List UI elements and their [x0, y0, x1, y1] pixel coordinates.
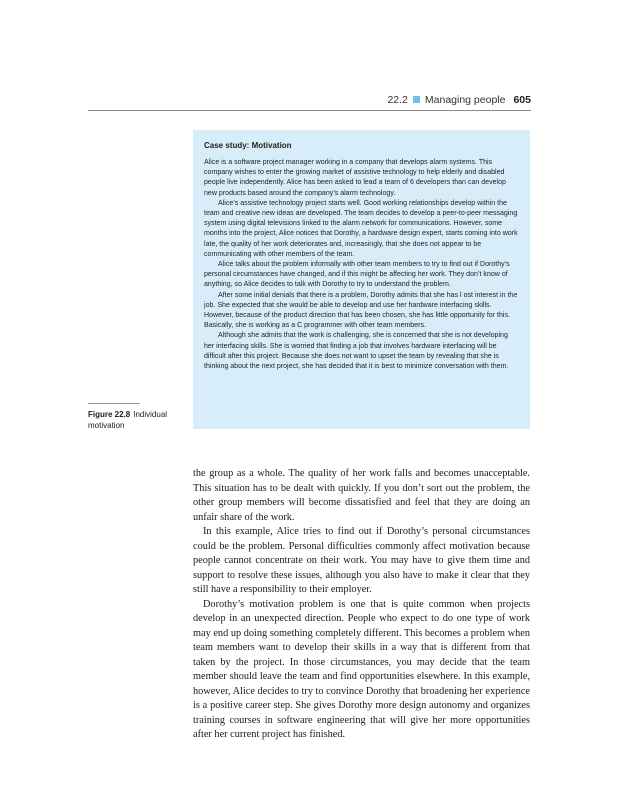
body-paragraph: Dorothy’s motivation problem is one that is quite common when projects develop in an unexpected direction. People who expect to do one type of work may end up doing something completely different. This becomes a problem when team members want to develop their skills in a way that is different from that taken by the project. In those circumstances, you may decide that the team member should leave the team and find opportunities elsewhere. In this example, however, Alice decides to try to convince Dorothy that broadening her experience is a positive career step. She gives Dorothy more design autonomy and organizes training courses in software engineering that will give her more opportunities after her current project has finished.: [193, 598, 530, 740]
figure-label: Figure 22.8: [88, 410, 131, 419]
case-study-paragraph: Alice is a software project manager working in a company that develops alarm systems. This company wishes to enter the growing market of assistive technology to help elderly and disabled people live independently. Alice has been asked to lead a team of 6 developers than can develop new products based around the company’s alarm technology.: [204, 159, 506, 197]
body-paragraph: the group as a whole. The quality of her work falls and becomes unacceptable. This situation has to be dealt with quickly. If you don’t sort out the problem, the other group members will become dissatisfied and feel that they are doing an unfair share of the work.: [193, 468, 530, 523]
header-rule: [88, 110, 531, 111]
figure-caption-text: Individual motivation: [88, 410, 168, 430]
case-study-paragraph: After some initial denials that there is a problem, Dorothy admits that she has l ost interest in the job. She expected that she would be able to develop and use her hardware interfacing skills. However, because of the product direction that has been chosen, she has little opportunity for this. Basically, she is working as a C programmer with other team members.: [204, 291, 518, 330]
section-number: 22.2: [387, 94, 408, 106]
case-study-paragraph: Alice talks about the problem informally with other team members to try to find out if Dorothy’s personal circumstances have changed, and if this might be affecting her work. They don’t know of anything, so Alice decides to talk with Dorothy to try to understand the problem.: [204, 261, 510, 289]
section-title: Managing people: [424, 94, 506, 106]
figure-caption-rule: [88, 403, 140, 404]
figure-caption: [88, 409, 190, 431]
case-study-title: Case study: Motivation: [204, 141, 292, 150]
square-bullet-icon: [413, 96, 420, 103]
page-number: 605: [513, 94, 531, 106]
running-header: [0, 94, 531, 106]
body-text: [193, 467, 530, 743]
case-study-paragraph: Although she admits that the work is challenging, she is concerned that she is not developing her interfacing skills. She is worried that finding a job that involves hardware interfacing will be difficult after this project. Because she does not want to upset the team by revealing that she is thinking about the next project, she has decided that it is best to minimize conversation with them.: [204, 332, 509, 371]
body-paragraph: In this example, Alice tries to find out if Dorothy’s personal circumstances could be the problem. Personal difficulties commonly affect motivation because people cannot concentrate on their work. You may have to give them time and support to resolve these issues, although you also have to make it clear that they still have a responsibility to their employer.: [193, 526, 530, 595]
case-study-paragraph: Alice’s assistive technology project starts well. Good working relationships develop within the team and creative new ideas are developed. The team decides to develop a peer-to-peer messaging system using digital televisions linked to the alarm network for communications. However, some months into the project, Alice notices that Dorothy, a hardware design expert, starts coming into work late, the quality of her work deteriorates and, increasingly, that she does not appear to be communicating with other members of the team.: [204, 199, 518, 258]
case-study-box: [193, 130, 530, 429]
